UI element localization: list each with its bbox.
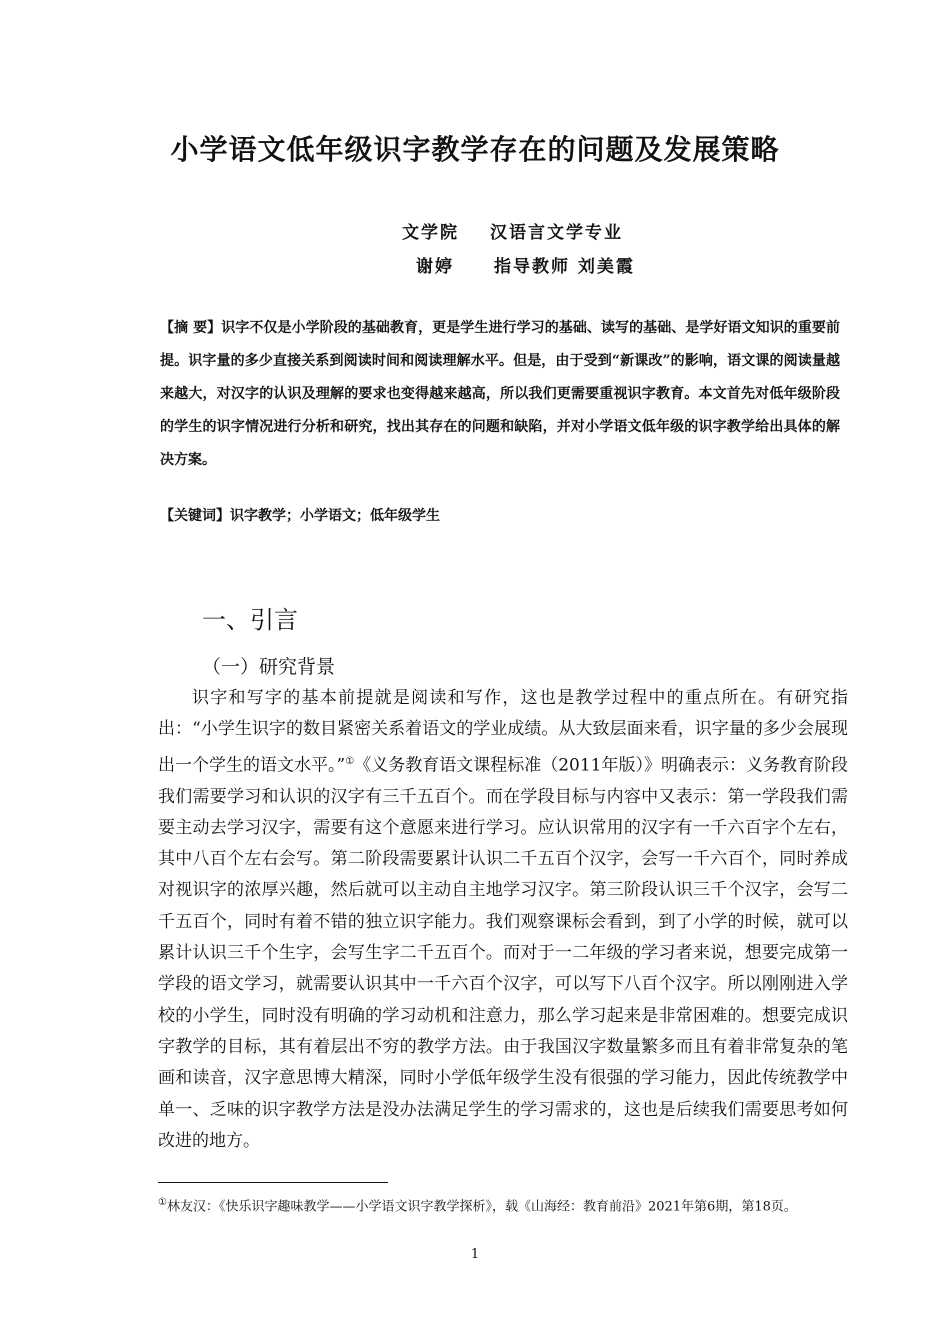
keywords-label: 【关键词】 [160,508,230,524]
page-number: 1 [470,1247,480,1262]
paper-title: 小学语文低年级识字教学存在的问题及发展策略 [170,133,780,166]
major-name: 汉语言文学专业 [490,223,623,243]
paragraph-part-1: 识字和写字的基本前提就是阅读和写作，这也是教学过程中的重点所在。有研究指出：“小学生识字的数目紧密关系着语文的学业成绩。从大致层面来看，识字量的多少会展现出一个学生的语文水平。” [158,688,848,776]
abstract-label: 【摘 要】 [160,320,222,336]
section-heading: 一、引言 [202,606,298,634]
footnote-divider [158,1182,388,1183]
footnote [158,1190,838,1220]
keywords-text: 识字教学；小学语文；低年级学生 [230,508,440,524]
keywords [160,505,440,525]
body-paragraph [158,683,848,1157]
advisor-name: 指导教师 刘美霞 [494,257,635,277]
footnote-text: 林友汉：《快乐识字趣味教学——小学语文识字教学探析》，载《山海经：教育前沿》2021年第6期，第18页。 [166,1199,797,1215]
subsection-heading: （一）研究背景 [202,656,336,678]
footnote-reference[interactable]: ① [345,755,355,767]
abstract [160,312,840,477]
paragraph-part-2: 《义务教育语文课程标准（2011年版）》明确表示：义务教育阶段我们需要学习和认识的汉字有三千五百个。而在学段目标与内容中又表示：第一学段我们需要主动去学习汉字，需要有这个意愿来进行学习。应认识常用的汉字有一千六百字个左右，其中八百个左右会写。第二阶段需要累计认识二千五百个汉字，会写一千六百个，同时养成对视识字的浓厚兴趣，然后就可以主动自主地学习汉字。第三阶段认识三千个汉字，会写二千五百个，同时有着不错的独立识字能力。我们观察课标会看到，到了小学的时候，就可以累计认识三千个生字，会写生字二千五百个。而对于一二年级的学习者来说，想要完成第一学段的语文学习，就需要认识其中一千六百个汉字，可以写下八百个汉字。所以刚刚进入学校的小学生，同时没有明确的学习动机和注意力，那么学习起来是非常困难的。想要完成识字教学的目标，其有着层出不穷的教学方法。由于我国汉字数量繁多而且有着非常复杂的笔画和读音，汉字意思博大精深，同时小学低年级学生没有很强的学习能力，因此传统教学中单一、乏味的识字教学方法是没办法满足学生的学习需求的，这也是后续我们需要思考如何改进的地方。 [158,755,848,1151]
footnote-mark: ① [158,1197,167,1208]
abstract-text: 识字不仅是小学阶段的基础教育，更是学生进行学习的基础、读写的基础、是学好语文知识的重要前提。识字量的多少直接关系到阅读时间和阅读理解水平。但是，由于受到“新课改”的影响，语文课的阅读量越来越大，对汉字的认识及理解的要求也变得越来越高，所以我们更需要重视识字教育。本文首先对低年级阶段的学生的识字情况进行分析和研究，找出其存在的问题和缺陷，并对小学语文低年级的识字教学给出具体的解决方案。 [160,320,840,468]
author-name: 谢婷 [416,257,454,277]
college-name: 文学院 [402,223,459,243]
